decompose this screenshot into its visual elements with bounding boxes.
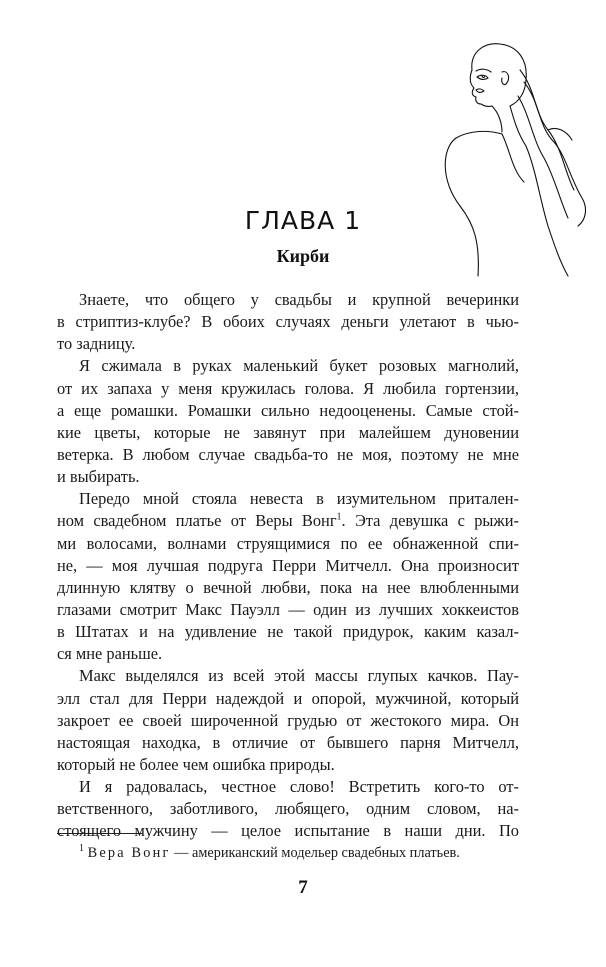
text-line: ся мне раньше. xyxy=(57,644,163,664)
footnote-reference[interactable]: 1 xyxy=(336,511,342,523)
text-segment: ном свадебном платье от Веры Вонг xyxy=(57,511,337,531)
chapter-subtitle: Кирби xyxy=(276,246,330,266)
footnote-text: — американский модельер свадебных платьев. xyxy=(170,845,460,861)
text-line: глазами смотрит Макс Пауэлл — один из лучших хоккеистов xyxy=(57,599,519,619)
text-segment: . Эта девушка с рыжи- xyxy=(341,511,519,531)
text-line: ми волосами, волнами струящимися по ее обнаженной спи- xyxy=(57,533,519,553)
text-line: кие цветы, которые не завянут при малейшем дуновении xyxy=(57,422,519,442)
text-line: от их запаха у меня кружилась голова. Я любила гортензии, xyxy=(57,378,519,398)
text-line: то задницу. xyxy=(57,334,136,354)
page-number: 7 xyxy=(298,877,308,898)
text-line: длинную клятву о вечной любви, пока на нее влюбленными xyxy=(57,577,519,597)
text-line: ветерка. В любом случае свадьба-то не моя, поэтому не мне xyxy=(57,444,519,464)
text-line: и выбирать. xyxy=(57,467,140,487)
text-line-with-footnote xyxy=(57,510,519,532)
text-line: стоящего мужчину — целое испытание в наши дни. По xyxy=(57,821,519,841)
text-line: Макс выделялся из всей этой массы глупых качков. Пау- xyxy=(79,666,519,686)
text-line: который не более чем ошибка природы. xyxy=(57,754,335,774)
text-line: закроет ее своей широченной грудью от жестокого мира. Он xyxy=(57,710,519,730)
footnote xyxy=(79,845,460,862)
text-line: настоящая находка, в отличие от бывшего парня Митчелл, xyxy=(57,732,519,752)
footnote-term: Вера Вонг xyxy=(87,845,171,861)
footnote-divider xyxy=(57,833,143,834)
text-line: И я радовалась, честное слово! Встретить кого-то от- xyxy=(79,777,519,797)
text-line: элл стал для Перри надеждой и опорой, мужчиной, который xyxy=(57,688,519,708)
chapter-body-text xyxy=(57,289,519,843)
text-line: в Штатах и на удивление не такой придурок, каким казал- xyxy=(57,622,519,642)
text-line: в стриптиз-клубе? В обоих случаях деньги улетают в чью- xyxy=(57,312,519,332)
text-line: не, — моя лучшая подруга Перри Митчелл. Она произносит xyxy=(57,555,519,575)
text-line: Я сжимала в руках маленький букет розовых магнолий, xyxy=(79,356,519,376)
text-line: Знаете, что общего у свадьбы и крупной вечеринки xyxy=(79,290,519,309)
text-line: ветственного, заботливого, любящего, одним словом, на- xyxy=(57,799,519,819)
text-line: а еще ромашки. Ромашки сильно недооценены. Самые стой- xyxy=(57,400,519,420)
chapter-title: ГЛАВА 1 xyxy=(244,206,362,235)
footnote-marker: 1 xyxy=(79,843,84,855)
woman-line-art-illustration xyxy=(436,30,606,280)
text-line: Передо мной стояла невеста в изумительном притален- xyxy=(79,489,519,509)
